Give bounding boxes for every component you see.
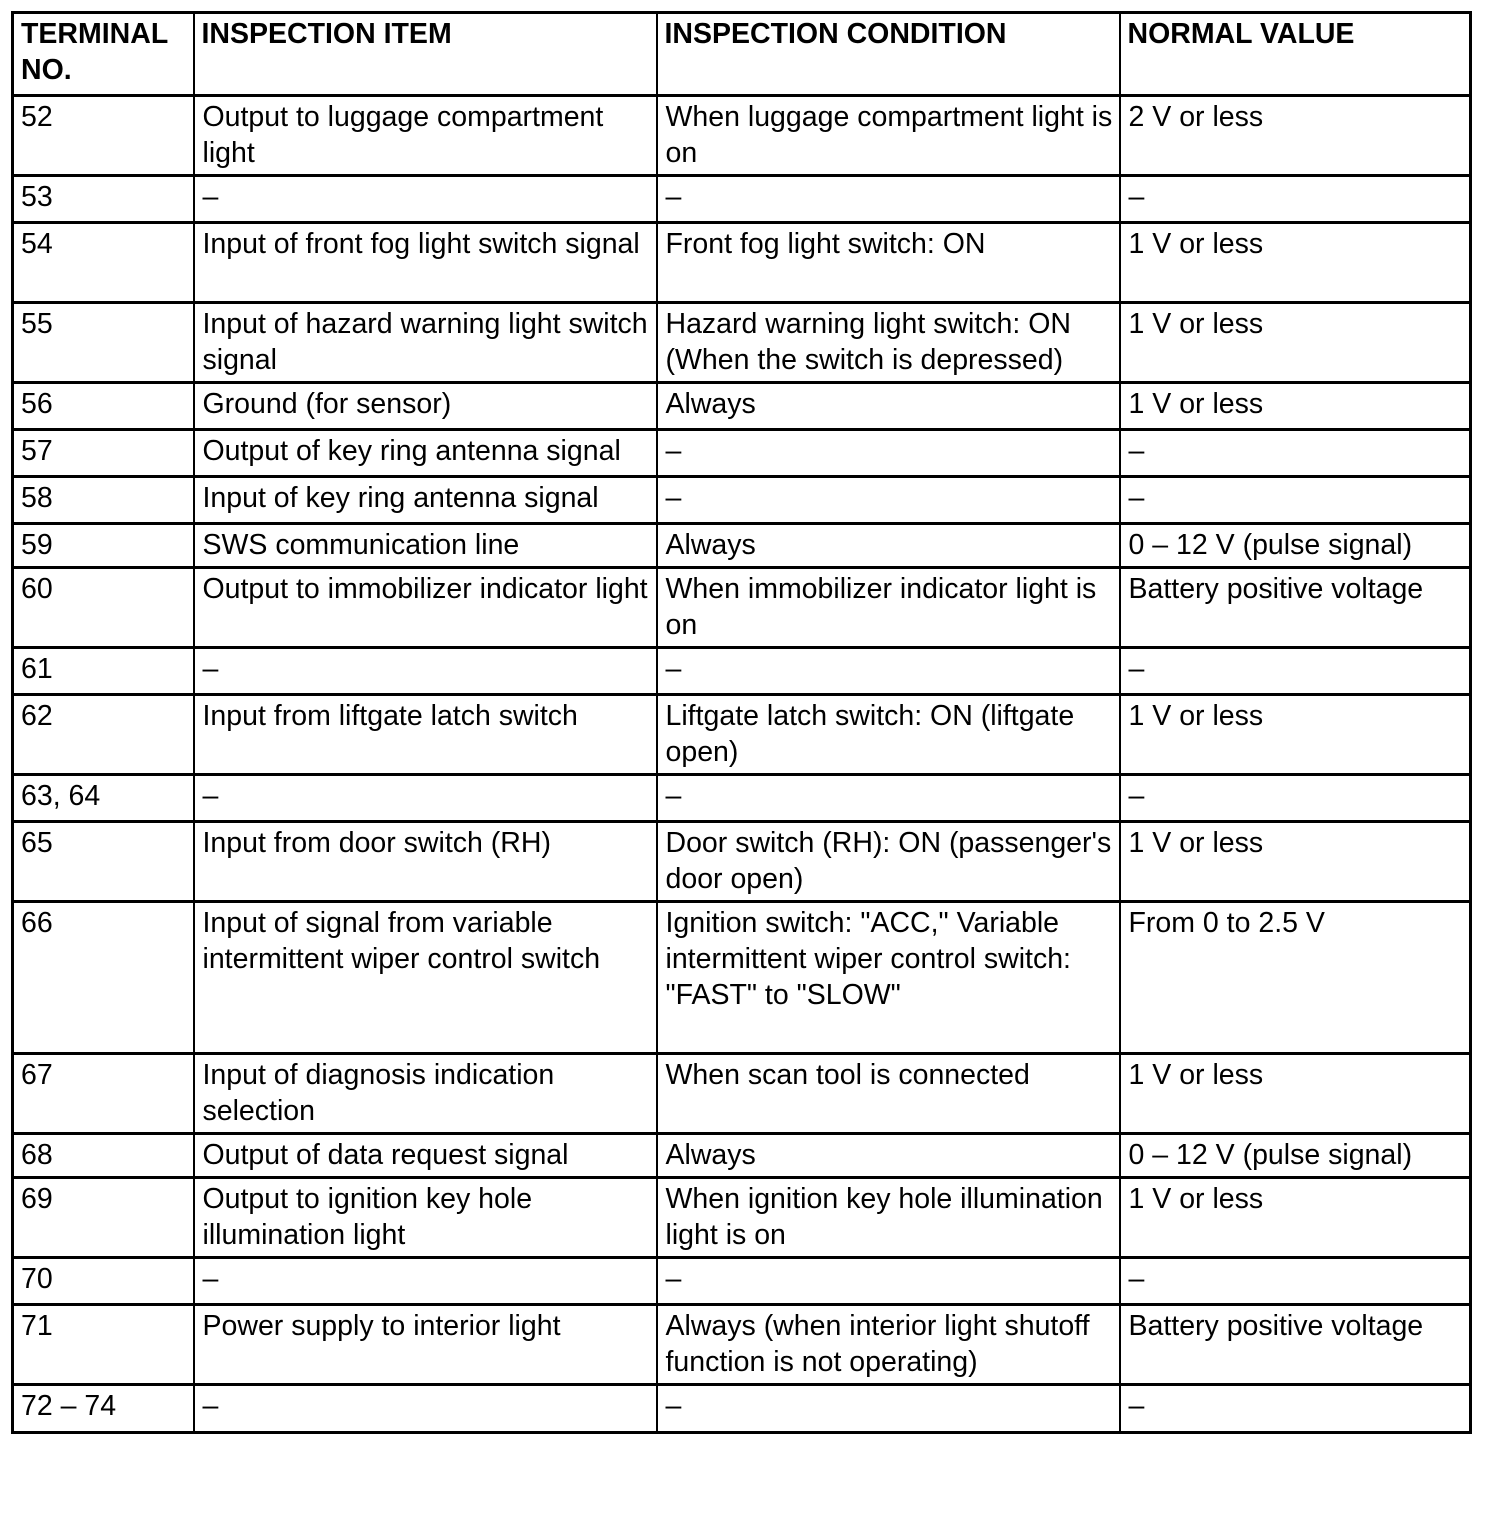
header-normal-value: NORMAL VALUE (1120, 13, 1471, 96)
header-row (13, 13, 1471, 96)
table-row (13, 176, 1471, 223)
normal-value-cell: 1 V or less (1120, 303, 1471, 383)
table-row (13, 822, 1471, 902)
inspection-condition-cell: When luggage compartment light is on (657, 96, 1120, 176)
inspection-item-cell: Power supply to interior light (194, 1305, 657, 1385)
inspection-item-cell: Output to ignition key hole illumination light (194, 1178, 657, 1258)
inspection-condition-cell: Hazard warning light switch: ON (When the switch is depressed) (657, 303, 1120, 383)
terminal-no-cell: 54 (13, 223, 194, 303)
header-inspection-condition: INSPECTION CONDITION (657, 13, 1120, 96)
inspection-condition-cell: – (657, 1258, 1120, 1305)
table-row (13, 1134, 1471, 1178)
terminal-no-cell: 71 (13, 1305, 194, 1385)
normal-value-cell: – (1120, 775, 1471, 822)
inspection-item-cell: – (194, 1258, 657, 1305)
inspection-condition-cell: Always (657, 524, 1120, 568)
terminal-no-cell: 65 (13, 822, 194, 902)
table-row (13, 383, 1471, 430)
inspection-condition-cell: – (657, 1385, 1120, 1433)
inspection-condition-cell: Door switch (RH): ON (passenger's door open) (657, 822, 1120, 902)
inspection-condition-cell: Always (657, 1134, 1120, 1178)
normal-value-cell: 2 V or less (1120, 96, 1471, 176)
normal-value-cell: From 0 to 2.5 V (1120, 902, 1471, 1054)
table-header (13, 13, 1471, 96)
inspection-item-cell: Input of hazard warning light switch signal (194, 303, 657, 383)
table-row (13, 695, 1471, 775)
terminal-no-cell: 68 (13, 1134, 194, 1178)
inspection-condition-cell: – (657, 430, 1120, 477)
inspection-condition-cell: When ignition key hole illumination light is on (657, 1178, 1120, 1258)
inspection-condition-cell: – (657, 775, 1120, 822)
table-row (13, 223, 1471, 303)
inspection-condition-cell: Ignition switch: "ACC," Variable intermittent wiper control switch: "FAST" to "SLOW" (657, 902, 1120, 1054)
table-row (13, 775, 1471, 822)
terminal-no-cell: 62 (13, 695, 194, 775)
inspection-item-cell: – (194, 775, 657, 822)
inspection-item-cell: Output of key ring antenna signal (194, 430, 657, 477)
normal-value-cell: Battery positive voltage (1120, 568, 1471, 648)
table-row (13, 568, 1471, 648)
inspection-item-cell: – (194, 176, 657, 223)
normal-value-cell: 1 V or less (1120, 223, 1471, 303)
inspection-condition-cell: – (657, 176, 1120, 223)
terminal-no-cell: 67 (13, 1054, 194, 1134)
inspection-item-cell: Input from liftgate latch switch (194, 695, 657, 775)
table-row (13, 1305, 1471, 1385)
normal-value-cell: 0 – 12 V (pulse signal) (1120, 524, 1471, 568)
inspection-condition-cell: – (657, 477, 1120, 524)
table-row (13, 303, 1471, 383)
normal-value-cell: 1 V or less (1120, 1054, 1471, 1134)
normal-value-cell: 1 V or less (1120, 822, 1471, 902)
table-row (13, 96, 1471, 176)
table-row (13, 1385, 1471, 1433)
inspection-item-cell: Ground (for sensor) (194, 383, 657, 430)
inspection-item-cell: – (194, 1385, 657, 1433)
table-row (13, 477, 1471, 524)
terminal-no-cell: 70 (13, 1258, 194, 1305)
terminal-no-cell: 53 (13, 176, 194, 223)
terminal-no-cell: 57 (13, 430, 194, 477)
inspection-condition-cell: When scan tool is connected (657, 1054, 1120, 1134)
table-row (13, 1054, 1471, 1134)
inspection-condition-cell: Always (when interior light shutoff function is not operating) (657, 1305, 1120, 1385)
normal-value-cell: – (1120, 648, 1471, 695)
table-row (13, 902, 1471, 1054)
inspection-item-cell: Output to luggage compartment light (194, 96, 657, 176)
header-inspection-item: INSPECTION ITEM (194, 13, 657, 96)
inspection-item-cell: Output to immobilizer indicator light (194, 568, 657, 648)
normal-value-cell: 1 V or less (1120, 1178, 1471, 1258)
normal-value-cell: – (1120, 1385, 1471, 1433)
table-row (13, 430, 1471, 477)
normal-value-cell: – (1120, 176, 1471, 223)
inspection-item-cell: – (194, 648, 657, 695)
inspection-condition-cell: Always (657, 383, 1120, 430)
inspection-item-cell: Input of signal from variable intermittent wiper control switch (194, 902, 657, 1054)
inspection-condition-cell: – (657, 648, 1120, 695)
normal-value-cell: – (1120, 1258, 1471, 1305)
table-row (13, 1178, 1471, 1258)
terminal-no-cell: 58 (13, 477, 194, 524)
terminal-no-cell: 66 (13, 902, 194, 1054)
normal-value-cell: 0 – 12 V (pulse signal) (1120, 1134, 1471, 1178)
terminal-no-cell: 59 (13, 524, 194, 568)
normal-value-cell: 1 V or less (1120, 695, 1471, 775)
terminal-no-cell: 61 (13, 648, 194, 695)
inspection-item-cell: Input from door switch (RH) (194, 822, 657, 902)
terminal-no-cell: 55 (13, 303, 194, 383)
inspection-item-cell: Output of data request signal (194, 1134, 657, 1178)
terminal-no-cell: 60 (13, 568, 194, 648)
inspection-condition-cell: Liftgate latch switch: ON (liftgate open) (657, 695, 1120, 775)
table-body (13, 96, 1471, 1433)
terminal-no-cell: 63, 64 (13, 775, 194, 822)
terminal-inspection-table (11, 11, 1472, 1434)
table-row (13, 648, 1471, 695)
terminal-no-cell: 56 (13, 383, 194, 430)
inspection-condition-cell: Front fog light switch: ON (657, 223, 1120, 303)
inspection-item-cell: Input of front fog light switch signal (194, 223, 657, 303)
normal-value-cell: – (1120, 477, 1471, 524)
normal-value-cell: – (1120, 430, 1471, 477)
table-row (13, 1258, 1471, 1305)
inspection-item-cell: SWS communication line (194, 524, 657, 568)
header-terminal-no: TERMINAL NO. (13, 13, 194, 96)
terminal-no-cell: 69 (13, 1178, 194, 1258)
terminal-no-cell: 72 – 74 (13, 1385, 194, 1433)
terminal-no-cell: 52 (13, 96, 194, 176)
inspection-item-cell: Input of key ring antenna signal (194, 477, 657, 524)
normal-value-cell: Battery positive voltage (1120, 1305, 1471, 1385)
inspection-condition-cell: When immobilizer indicator light is on (657, 568, 1120, 648)
normal-value-cell: 1 V or less (1120, 383, 1471, 430)
inspection-item-cell: Input of diagnosis indication selection (194, 1054, 657, 1134)
table-row (13, 524, 1471, 568)
